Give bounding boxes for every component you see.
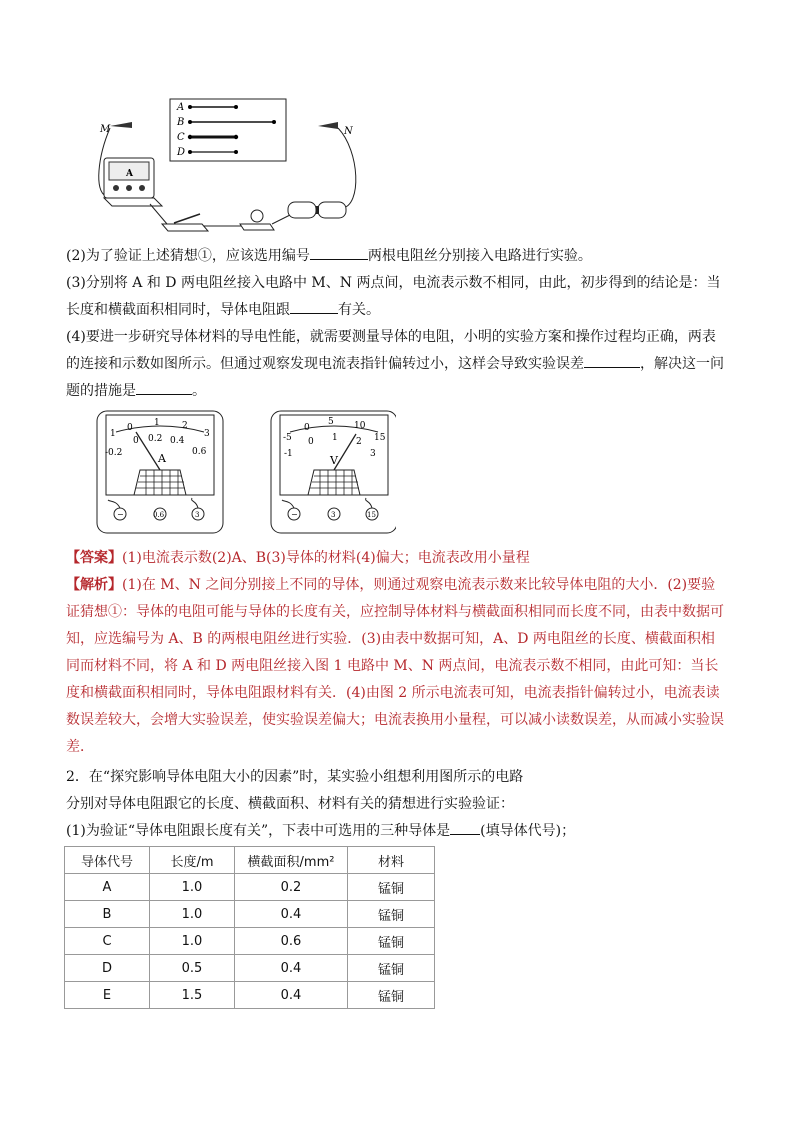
legend-label-d: D bbox=[177, 147, 186, 158]
bulb-icon bbox=[240, 210, 274, 230]
table-cell: C bbox=[65, 928, 150, 955]
svg-text:2: 2 bbox=[356, 437, 362, 447]
question-3: (3)分别将 A 和 D 两电阻丝接入电路中 M、N 两点间，电流表示数不相同，由此，初步得到的结论是：当长度和横截面积相同时，导体电阻跟 有关。 bbox=[66, 275, 721, 318]
svg-text:0: 0 bbox=[304, 423, 310, 433]
table-cell: 1.5 bbox=[150, 982, 235, 1009]
ammeter-terminal-06: 0.6 bbox=[153, 511, 165, 519]
svg-text:-1: -1 bbox=[284, 449, 293, 459]
switch-icon bbox=[162, 214, 208, 231]
table-header-cell: 横截面积/mm² bbox=[235, 847, 348, 874]
table-cell: 0.4 bbox=[235, 955, 348, 982]
table-cell: 0.5 bbox=[150, 955, 235, 982]
table-row bbox=[65, 955, 435, 982]
svg-text:15: 15 bbox=[374, 433, 386, 443]
svg-text:A: A bbox=[158, 452, 166, 465]
table-cell: D bbox=[65, 955, 150, 982]
problem-2-line-2: 分别对导体电阻跟它的长度、横截面积、材料有关的猜想进行实验验证： bbox=[66, 796, 514, 812]
svg-text:V: V bbox=[330, 454, 338, 467]
table-row bbox=[65, 982, 435, 1009]
table-cell: E bbox=[65, 982, 150, 1009]
svg-text:0.2: 0.2 bbox=[148, 434, 163, 444]
table-header-cell: 导体代号 bbox=[65, 847, 150, 874]
table-cell: 0.2 bbox=[235, 874, 348, 901]
clip-n-icon bbox=[318, 122, 338, 129]
table-cell: A bbox=[65, 874, 150, 901]
table-row bbox=[65, 874, 435, 901]
answer-tag: 【答案】 bbox=[66, 550, 122, 566]
answer-blank[interactable] bbox=[310, 243, 368, 260]
table-cell: 0.6 bbox=[235, 928, 348, 955]
svg-text:0.4: 0.4 bbox=[170, 436, 185, 446]
question-2: (2)为了验证上述猜想①，应该选用编号 两根电阻丝分别接入电路进行实验。 bbox=[66, 243, 726, 270]
voltmeter-terminal-3: 3 bbox=[331, 511, 336, 519]
table-header-cell: 材料 bbox=[348, 847, 435, 874]
voltmeter-terminal-neg: − bbox=[291, 510, 298, 519]
table-cell: 1.0 bbox=[150, 874, 235, 901]
legend-label-c: C bbox=[177, 132, 185, 143]
table-cell: 0.4 bbox=[235, 901, 348, 928]
svg-text:3: 3 bbox=[370, 449, 376, 459]
voltmeter-terminal-15: 15 bbox=[367, 511, 376, 519]
svg-text:1: 1 bbox=[332, 433, 338, 443]
svg-text:3: 3 bbox=[204, 429, 210, 439]
ammeter-terminal-neg: − bbox=[117, 510, 124, 519]
svg-text:2: 2 bbox=[182, 421, 188, 431]
answer-blank[interactable] bbox=[136, 378, 192, 395]
ammeter-dial bbox=[97, 411, 223, 533]
clip-label-m: M bbox=[100, 124, 111, 135]
ammeter-device-icon bbox=[104, 158, 162, 206]
question-4: (4)要进一步研究导体材料的导电性能，就需要测量导体的电阻，小明的实验方案和操作过程均正确，两表的连接和示数如图所示。但通过观察发现电流表指针偏转过小，这样会导致实验误差 ，解决这一问题的措施是 。 bbox=[66, 329, 724, 399]
table-cell: 锰铜 bbox=[348, 982, 435, 1009]
table-cell: 1.0 bbox=[150, 901, 235, 928]
svg-text:0.6: 0.6 bbox=[192, 447, 207, 457]
answer-text: (1)电流表示数(2)A、B(3)导体的材料(4)偏大；电流表改用小量程 bbox=[122, 550, 530, 566]
svg-text:-5: -5 bbox=[283, 433, 292, 443]
analysis-text: (1)在 M、N 之间分别接上不同的导体，则通过观察电流表示数来比较导体电阻的大小．(2)要验证猜想①：导体的电阻可能与导体的长度有关，应控制导体材料与横截面积相同而长度不同，由表中数据可知，应选编号为 A、B 的两根电阻丝进行实验．(3)由表中数据可知，A、D 两电阻丝的长度、横截面积相同而材料不同，将 A 和 D 两电阻丝接入图 1 电路中 M、N 两点间，电流表示数不相同，由此可知：当长度和横截面积相同时，导体电阻跟材料有关．(4)由图 2 所示电流表可知，电流表指针偏转过小，电流表读数误差较大，会增大实验误差，使实验误差偏大；电流表换用小量程，可以减小读数误差，从而减小实验误差． bbox=[66, 577, 724, 755]
table-cell: 锰铜 bbox=[348, 955, 435, 982]
legend-label-a: A bbox=[177, 102, 185, 113]
clip-m-icon bbox=[110, 122, 132, 128]
ammeter-terminal-3: 3 bbox=[195, 511, 200, 519]
table-cell: 1.0 bbox=[150, 928, 235, 955]
answer-blank[interactable] bbox=[584, 351, 640, 368]
table-row bbox=[65, 928, 435, 955]
table-cell: B bbox=[65, 901, 150, 928]
answer-blank[interactable] bbox=[290, 297, 338, 314]
problem-2-question-1: (1)为验证“导体电阻跟长度有关”，下表中可选用的三种导体是 (填导体代号)； bbox=[66, 818, 726, 845]
analysis-block bbox=[66, 572, 726, 761]
table-cell: 锰铜 bbox=[348, 901, 435, 928]
meter-figure bbox=[96, 410, 396, 535]
svg-text:1: 1 bbox=[110, 429, 116, 439]
svg-text:0: 0 bbox=[133, 436, 139, 446]
table-cell: 锰铜 bbox=[348, 928, 435, 955]
analysis-tag: 【解析】 bbox=[66, 577, 122, 593]
answer-blank[interactable] bbox=[450, 818, 480, 835]
clip-label-n: N bbox=[344, 126, 353, 137]
svg-text:A: A bbox=[126, 169, 133, 179]
table-header-cell: 长度/m bbox=[150, 847, 235, 874]
legend-label-b: B bbox=[177, 117, 185, 128]
svg-text:0: 0 bbox=[308, 437, 314, 447]
voltmeter-dial bbox=[271, 411, 396, 533]
svg-text:1: 1 bbox=[154, 418, 160, 428]
problem-2-line-1: 2．在“探究影响导体电阻大小的因素”时，某实验小组想利用图所示的电路 bbox=[66, 769, 524, 785]
table-cell: 锰铜 bbox=[348, 874, 435, 901]
svg-text:0: 0 bbox=[127, 423, 133, 433]
table-row bbox=[65, 901, 435, 928]
circuit-figure bbox=[92, 96, 372, 246]
battery-icon bbox=[288, 202, 346, 218]
answer-line bbox=[66, 545, 726, 572]
svg-text:-0.2: -0.2 bbox=[105, 448, 123, 458]
table-cell: 0.4 bbox=[235, 982, 348, 1009]
conductor-table bbox=[64, 846, 435, 1009]
svg-text:5: 5 bbox=[328, 417, 334, 427]
svg-text:10: 10 bbox=[354, 421, 366, 431]
table-header-row bbox=[65, 847, 435, 874]
